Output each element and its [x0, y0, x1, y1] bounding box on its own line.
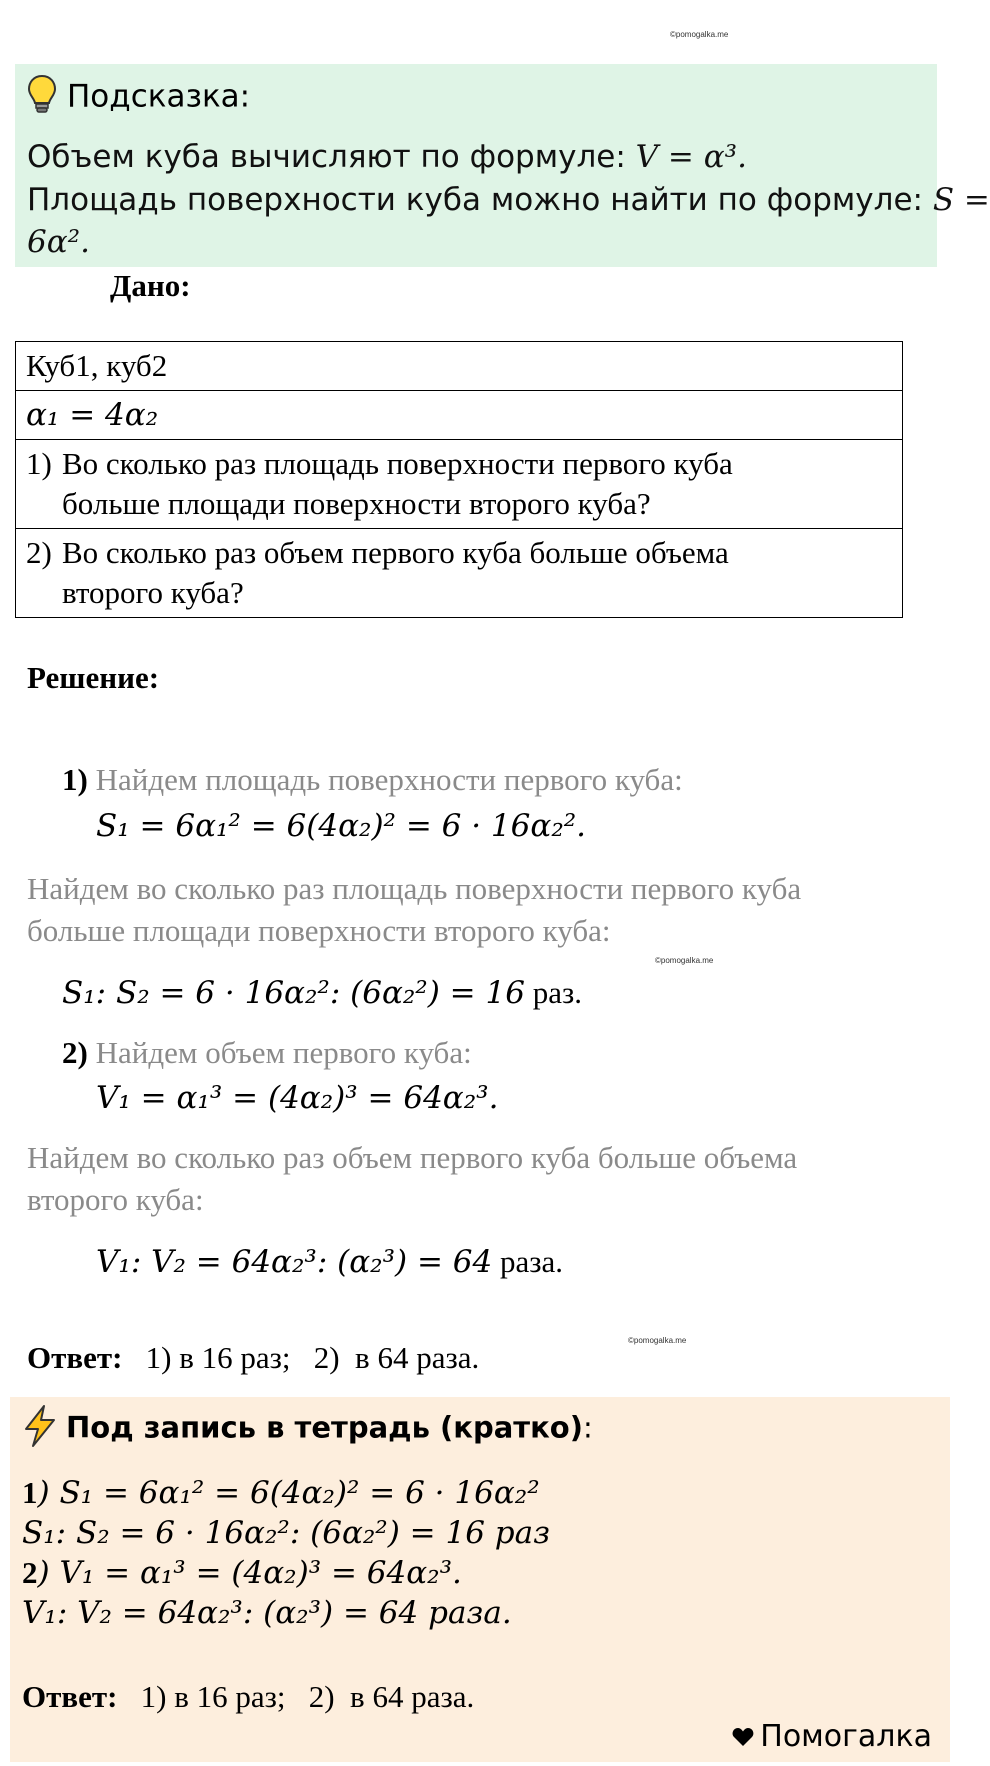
- hint-box: [15, 64, 990, 267]
- watermark-top: ©pomogalka.me: [670, 30, 729, 39]
- step-1-number: 1): [62, 762, 88, 797]
- step-1-ratio-line-2: больше площади поверхности второго куба:: [27, 913, 611, 948]
- solution-heading: Решение:: [27, 660, 160, 695]
- notebook-answer-text: 1) в 16 раз; 2) в 64 раза.: [117, 1679, 475, 1714]
- hint-area-line: [27, 182, 990, 218]
- notebook-line-3-formula: ) V₁ = α₁³ = (4α₂)³ = 64α₂³.: [37, 1555, 462, 1591]
- notebook-line-1-number: 1: [22, 1475, 38, 1510]
- question-1-number: 1): [26, 446, 52, 481]
- hint-area-text: Площадь поверхности куба можно найти по формуле:: [27, 182, 933, 218]
- table-row: [16, 440, 903, 529]
- step-2-ratio-unit: раза.: [492, 1244, 564, 1279]
- hint-area-line-2: [27, 224, 90, 260]
- question-1-line-1: Во сколько раз площадь поверхности первого куба: [62, 446, 733, 481]
- notebook-line-1-formula: ) S₁ = 6α₁² = 6(4α₂)² = 6 · 16α₂²: [37, 1475, 540, 1511]
- hint-title: [27, 74, 250, 122]
- step-1-ratio-formula: [62, 975, 582, 1011]
- question-1: [16, 440, 903, 529]
- notebook-answer-label: Ответ:: [22, 1679, 118, 1714]
- step-2-number: 2): [62, 1035, 88, 1070]
- notebook-line-4: V₁: V₂ = 64α₂³: (α₂³) = 64 раза.: [22, 1595, 512, 1631]
- step-1-ratio-line-1: Найдем во сколько раз площадь поверхности первого куба: [27, 871, 802, 906]
- watermark-middle: ©pomogalka.me: [655, 956, 714, 965]
- given-heading: Дано:: [110, 268, 191, 303]
- notebook-line-3-number: 2: [22, 1555, 38, 1590]
- watermark-bottom: ©pomogalka.me: [628, 1336, 687, 1345]
- notebook-line-3: [22, 1555, 462, 1591]
- step-2-text: Найдем объем первого куба:: [95, 1035, 472, 1070]
- hint-title-text: Подсказка:: [67, 78, 251, 115]
- question-2-line-2: второго куба?: [62, 575, 244, 610]
- question-2: [16, 529, 903, 618]
- step-1-text: Найдем площадь поверхности первого куба:: [95, 762, 683, 797]
- table-row: [16, 391, 903, 440]
- brand-name: Помогалка: [760, 1719, 932, 1754]
- notebook-line-1: [22, 1475, 540, 1511]
- hint-volume-line: [27, 139, 747, 175]
- step-1-ratio-unit: раз.: [524, 975, 582, 1010]
- step-2-ratio-formula: [96, 1244, 563, 1280]
- notebook-answer: [22, 1679, 474, 1715]
- answer-line: [27, 1340, 479, 1376]
- hint-volume-text: Объем куба вычисляют по формуле:: [27, 139, 636, 175]
- given-edge-relation: α₁ = 4α₂: [16, 391, 903, 440]
- hint-volume-formula: V = α³.: [635, 139, 747, 175]
- question-2-number: 2): [26, 535, 52, 570]
- notebook-title-colon: :: [582, 1410, 593, 1445]
- hint-area-formula-a: S =: [932, 182, 990, 218]
- answer-label: Ответ:: [27, 1340, 123, 1375]
- solution-step-1: [62, 762, 683, 798]
- notebook-line-2: S₁: S₂ = 6 · 16α₂²: (6α₂²) = 16 раз: [22, 1515, 551, 1551]
- step-2-ratio-line-1: Найдем во сколько раз объем первого куба больше объема: [27, 1140, 798, 1175]
- step-1-formula: S₁ = 6α₁² = 6(4α₂)² = 6 · 16α₂².: [96, 808, 587, 844]
- question-1-line-2: больше площади поверхности второго куба?: [62, 486, 651, 521]
- heart-icon: [732, 1720, 754, 1755]
- table-row: [16, 529, 903, 618]
- answer-text: 1) в 16 раз; 2) в 64 раза.: [122, 1340, 480, 1375]
- table-row: [16, 342, 903, 391]
- step-2-ratio-expression: V₁: V₂ = 64α₂³: (α₂³) = 64: [96, 1244, 493, 1280]
- step-1-ratio-expression: S₁: S₂ = 6 · 16α₂²: (6α₂²) = 16: [62, 975, 525, 1011]
- hint-area-formula-b: 6α².: [27, 224, 90, 260]
- given-cubes: Куб1, куб2: [16, 342, 903, 391]
- solution-step-2: [62, 1035, 472, 1071]
- notebook-title-text: Под запись в тетрадь (кратко): [66, 1410, 583, 1445]
- given-table: [15, 341, 903, 618]
- question-2-line-1: Во сколько раз объем первого куба больше объема: [62, 535, 729, 570]
- lightning-icon: [22, 1405, 58, 1454]
- brand-logo: [732, 1719, 932, 1755]
- lightbulb-icon: [27, 74, 57, 122]
- notebook-title: [22, 1405, 593, 1454]
- notebook-box: [10, 1397, 950, 1762]
- step-2-ratio-line-2: второго куба:: [27, 1182, 204, 1217]
- step-2-formula: V₁ = α₁³ = (4α₂)³ = 64α₂³.: [96, 1080, 499, 1116]
